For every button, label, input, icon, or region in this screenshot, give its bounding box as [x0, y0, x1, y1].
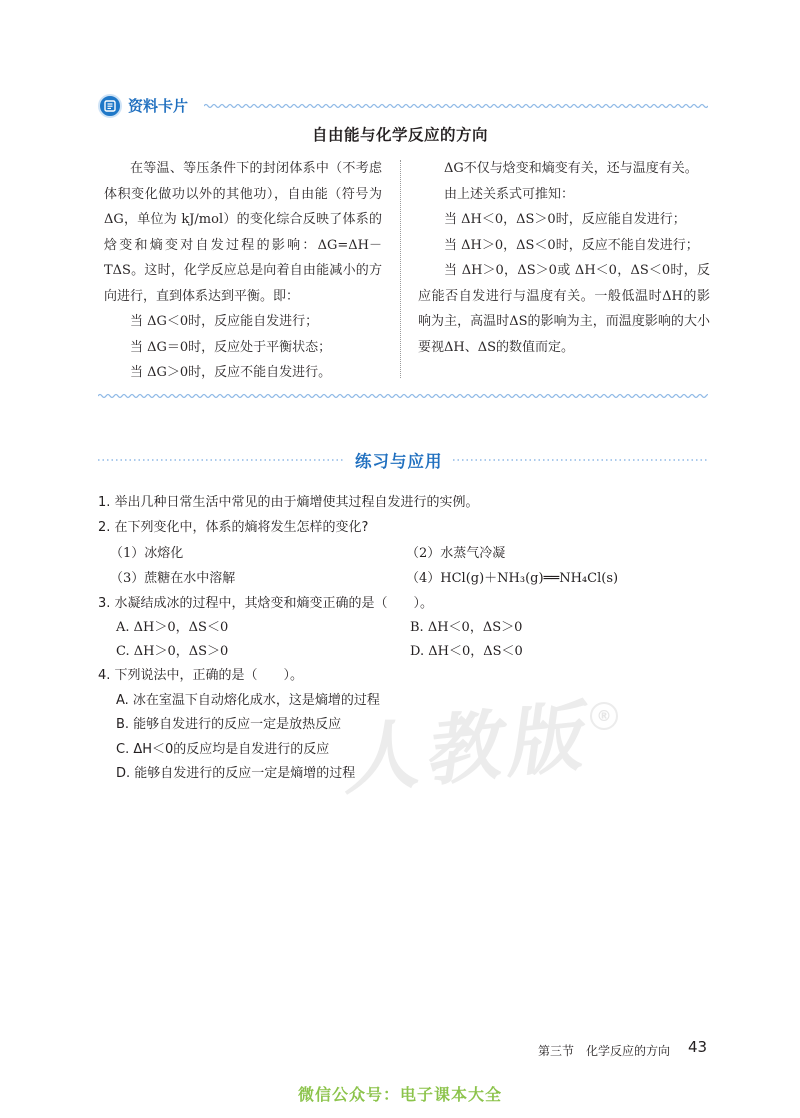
exercises-title: 练习与应用 [355, 452, 443, 471]
question-4-option: B. 能够自发进行的反应一定是放热反应 [116, 717, 342, 732]
right-paragraph: 当 ΔH＜0，ΔS＞0时，反应能自发进行； [444, 212, 686, 227]
footer-section-title: 第三节 化学反应的方向 [538, 1044, 671, 1058]
left-paragraph: 当 ΔG＞0时，反应不能自发进行。 [130, 365, 332, 380]
right-paragraph: 由上述关系式可推知： [444, 186, 575, 202]
page-number: 43 [688, 1038, 708, 1056]
wave-divider-top [204, 102, 708, 110]
question-4-option: C. ΔH＜0的反应均是自发进行的反应 [116, 742, 330, 757]
question-2-option: （2）水蒸气冷凝 [406, 546, 506, 561]
question-3-option: B. ΔH＜0，ΔS＞0 [410, 620, 523, 635]
publisher-watermark: 人教版 [336, 691, 591, 806]
left-paragraph: 在等温、等压条件下的封闭体系中（不考虑体积变化做功以外的其他功），自由能（符号为 ΔG，单位为 kJ/mol）的变化综合反映了体系的焓变和熵变对自发过程的影响：ΔG=ΔH－TΔS。这时，化学反应总是向着自由能减小的方向进行，直到体系达到平衡。即： [104, 161, 382, 304]
data-card-header [98, 94, 708, 120]
data-card-label: 资料卡片 [128, 97, 189, 115]
promo-banner: 微信公众号：电子课本大全 [297, 1085, 502, 1104]
data-card-right-column [418, 156, 710, 360]
question-2-stem: 2. 在下列变化中，体系的熵将发生怎样的变化? [98, 520, 369, 535]
column-divider [400, 160, 401, 378]
data-card-left-column [104, 156, 382, 386]
question-3-option: A. ΔH＞0，ΔS＜0 [116, 620, 229, 635]
dotted-rule-left [98, 458, 343, 462]
exercises-header [98, 448, 708, 472]
left-paragraph: 当 ΔG＜0时，反应能自发进行； [130, 314, 319, 329]
question-4-stem: 4. 下列说法中，正确的是（ ）。 [98, 668, 304, 683]
question-4-option: D. 能够自发进行的反应一定是熵增的过程 [116, 766, 356, 781]
question-2-option: （3）蔗糖在水中溶解 [110, 571, 236, 586]
right-paragraph: ΔG不仅与焓变和熵变有关，还与温度有关。 [444, 161, 698, 176]
question-4-option: A. 冰在室温下自动熔化成水，这是熵增的过程 [116, 693, 380, 708]
question-3-stem: 3. 水凝结成冰的过程中，其焓变和熵变正确的是（ ）。 [98, 596, 434, 611]
dotted-rule-right [453, 458, 708, 462]
question-1: 1. 举出几种日常生活中常见的由于熵增使其过程自发进行的实例。 [98, 495, 479, 510]
data-card-title: 自由能与化学反应的方向 [311, 126, 488, 144]
question-3-option: D. ΔH＜0，ΔS＜0 [410, 644, 523, 659]
question-2-option: （1）冰熔化 [110, 546, 184, 561]
left-paragraph: 当 ΔG＝0时，反应处于平衡状态； [130, 339, 332, 355]
book-note-icon [98, 94, 122, 118]
question-3-option: C. ΔH＞0，ΔS＞0 [116, 644, 229, 659]
question-2-option: （4）HCl(g)＋NH₃(g)══NH₄Cl(s) [406, 571, 619, 586]
right-paragraph: 当 ΔH＞0，ΔS＞0或 ΔH＜0，ΔS＜0时，反应能否自发进行与温度有关。一般低温时ΔH的影响为主，高温时ΔS的影响为主，而温度影响的大小要视ΔH、ΔS的数值而定。 [418, 263, 710, 355]
right-paragraph: 当 ΔH＞0，ΔS＜0时，反应不能自发进行； [444, 237, 699, 253]
registered-mark-icon: ® [590, 702, 618, 730]
wave-divider-bottom [98, 392, 708, 400]
